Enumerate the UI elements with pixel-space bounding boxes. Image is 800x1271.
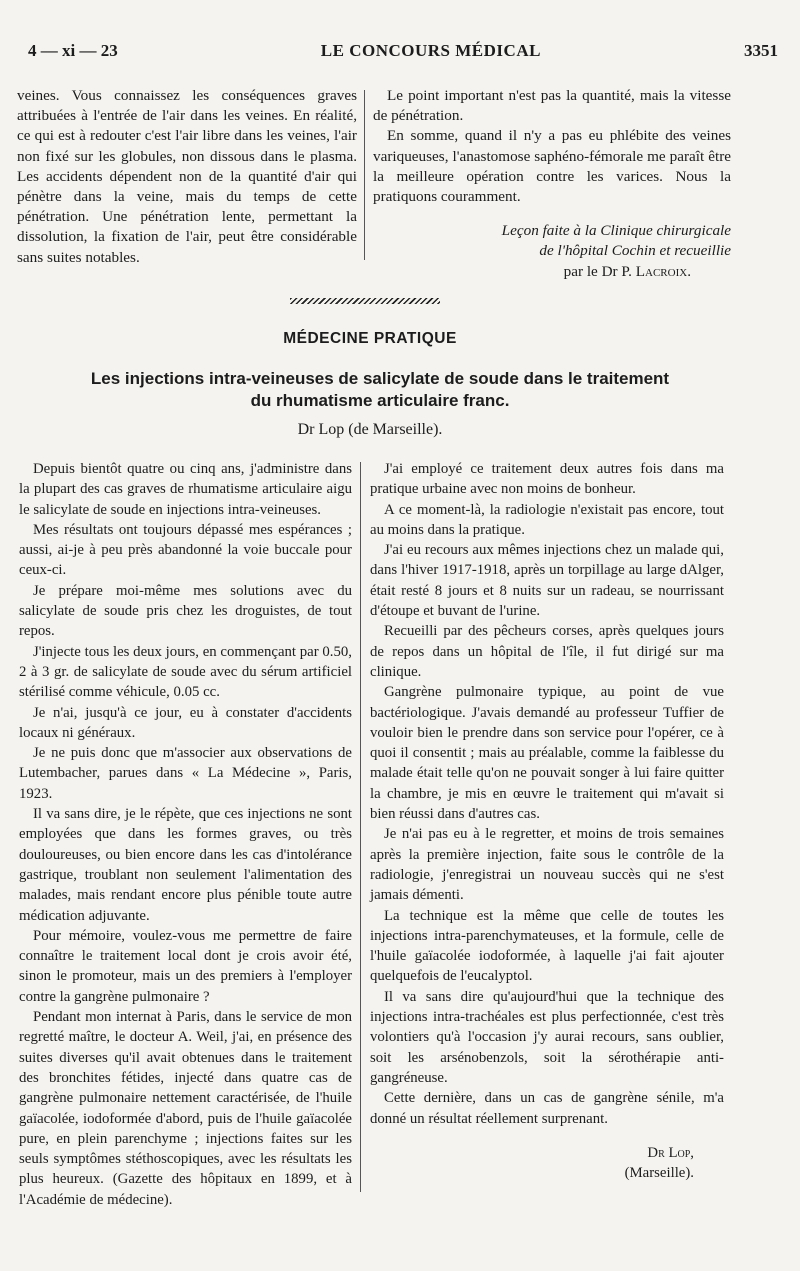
page-number: 3351 (744, 41, 778, 60)
signature-line: Leçon faite à la Clinique chirurgicale (501, 222, 731, 240)
signature-place: (Marseille). (624, 1165, 694, 1182)
column-divider (364, 90, 365, 260)
issue-date: 4 — xi — 23 (28, 41, 118, 60)
article-author: Dr Lop (de Marseille). (297, 421, 443, 438)
article-title-line: Les injections intra-veineuses de salicylate de soude dans le traitement (90, 369, 670, 388)
paragraph: Je ne puis donc que m'associer aux observations de Lutembacher, parues dans « La Médecine », Paris, 1923. (19, 745, 352, 802)
signature-author: Lacroix. (635, 262, 691, 280)
section-ornament (290, 298, 440, 304)
previous-article-left-column (17, 86, 357, 268)
paragraph: veines. Vous connaissez les conséquences graves attribuées à l'entrée de l'air dans les veines. En réalité, ce qui est à redouter c'est l'air libre dans les veines, l'air non fixé sur les globules, non dissous dans le plasma. Les accidents dépendent non de la quantité d'air qui pénètre dans la veine, mais du temps de cette pénétration. Une pénétration lente, permettant la dissolution, la fixation de l'air, peut être considérable sans suites notables. (17, 87, 357, 266)
paragraph: J'ai eu recours aux mêmes injections chez un malade qui, dans l'hiver 1917-1918, après un torpillage au large dAlger, était resté 8 jours et 8 nuits sur un radeau, se nourrissant d'étoupe et buvant de l'urine. (370, 542, 724, 620)
article-title-line: du rhumatisme articulaire franc. (250, 391, 510, 410)
paragraph: J'injecte tous les deux jours, en commençant par 0.50, 2 à 3 gr. de salicylate de soude avec du sérum artificiel stérilisé comme véhicule, 0.05 cc. (19, 643, 352, 701)
previous-article-right-column (373, 86, 731, 282)
paragraph: Le point important n'est pas la quantité, mais la vitesse de pénétration. (373, 87, 731, 125)
paragraph: J'ai employé ce traitement deux autres fois dans ma pratique urbaine avec non moins de bonheur. (370, 461, 724, 498)
paragraph: La technique est la même que celle de toutes les injections intra-parenchymateuses, et la formule, celle de l'huile gaïacolée iodoformée, à laquelle j'ai fait ajouter quelquefois de l'eucalyptol. (370, 907, 724, 985)
column-divider (360, 462, 361, 1192)
paragraph: Je n'ai, jusqu'à ce jour, eu à constater d'accidents locaux ni généraux. (19, 704, 352, 741)
paragraph: Recueilli par des pêcheurs corses, après quelques jours de repos dans un hôpital de l'île, il fut dirigé sur ma clinique. (370, 623, 724, 680)
paragraph: En somme, quand il n'y a pas eu phlébite des veines variqueuses, l'anastomose saphéno-fémorale me paraît être la meilleure opération contre les varices. Nous la pratiquons couramment. (373, 127, 731, 206)
journal-title: LE CONCOURS MÉDICAL (320, 41, 541, 60)
paragraph: A ce moment-là, la radiologie n'existait pas encore, tout au moins dans la pratique. (370, 501, 724, 538)
paragraph: Gangrène pulmonaire typique, au point de vue bactériologique. J'avais demandé au professeur Tuffier de vouloir bien le prendre dans son service pour l'opérer, ce à quoi il consentit ; mais au préalable, comme la faiblesse du malade était telle qu'on ne pouvait songer à lui faire quitter la chambre, je mis en œuvre le traitement qui m'avait si bien réussi dans d'autres cas. (370, 684, 724, 823)
signature-name: Dr Lop, (647, 1144, 694, 1161)
paragraph: Je n'ai pas eu à le regretter, et moins de trois semaines après la première injection, faite sous le contrôle de la radiologie, j'enregistrai un nouveau succès qui ne s'est jamais démenti. (370, 826, 724, 904)
previous-article-signature (373, 221, 731, 282)
article-right-column (370, 459, 724, 1183)
paragraph: Je prépare moi-même mes solutions avec du salicylate de soude pris chez les droguistes, de tout repos. (19, 582, 352, 640)
paragraph: Pour mémoire, voulez-vous me permettre de faire connaître le traitement local dont je crois avoir été, sinon le promoteur, mais un des premiers à l'employer contre la gangrène pulmonaire ? (19, 927, 352, 1005)
signature-prefix: par le Dr P. (563, 262, 632, 280)
page-header (28, 38, 778, 64)
paragraph: Depuis bientôt quatre ou cinq ans, j'administre dans la plupart des cas graves de rhumatisme articulaire aigu le salicylate de soude en injections intra-veineuses. (19, 461, 352, 518)
paragraph: Il va sans dire qu'aujourd'hui que la technique des injections intra-trachéales est plus perfectionnée, c'est très volontiers qu'à l'occasion j'y aurai recours, sans oublier, soit les arsénobenzols, soit la sérothérapie anti-gangréneuse. (370, 988, 724, 1086)
signature-line: de l'hôpital Cochin et recueillie (539, 242, 731, 260)
article-signature (370, 1143, 724, 1184)
article-title (20, 368, 740, 412)
paragraph: Il va sans dire, je le répète, que ces injections ne sont employées que dans les formes graves, ou très douloureuses, ou bien encore dans les cas d'intolérance gastrique, troublant non seulement l'alimentation des malades, mais rendant encore plus pénible toute autre médication adjuvante. (19, 806, 352, 924)
article-left-column (19, 459, 352, 1210)
paragraph: Mes résultats ont toujours dépassé mes espérances ; aussi, ai-je à peu près abandonné la voie buccale pour ceux-ci. (19, 521, 352, 579)
section-title: MÉDECINE PRATIQUE (283, 330, 457, 347)
paragraph: Cette dernière, dans un cas de gangrène sénile, m'a donné un résultat réellement surprenant. (370, 1090, 724, 1127)
signature-line (373, 262, 731, 282)
paragraph: Pendant mon internat à Paris, dans le service de mon regretté maître, le docteur A. Weil, j'ai, en présence des suites diverses qu'il avait obtenues dans le traitement des bronchites fétides, injecté dans quatre cas de gangrène pulmonaire nettement caractérisée, de l'huile gaïacolée, iodoformée d'abord, puis de l'huile gaïacolée pure, en plein parenchyme ; injections faites sur les seuls symptômes stéthoscopiques, avec les résultats les plus heureux. (Gazette des hôpitaux en 1899, et à l'Académie de médecine). (19, 1009, 352, 1208)
